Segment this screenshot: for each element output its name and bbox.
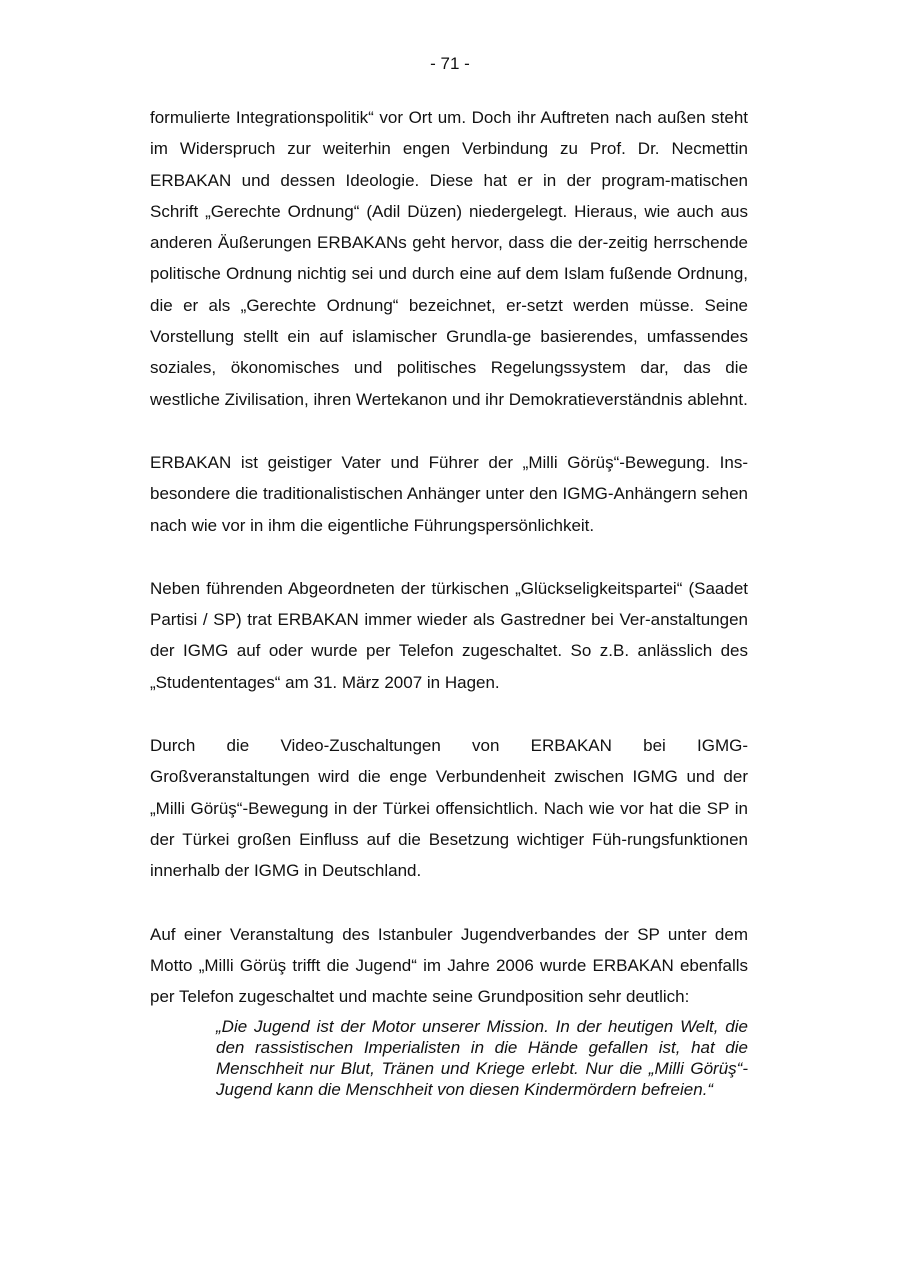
- paragraph-youth-event: Auf einer Veranstaltung des Istanbuler Jugendverbandes der SP unter dem Motto „Milli Görüş trifft die Jugend“ im Jahre 2006 wurde ERBAKAN ebenfalls per Telefon zugeschaltet und machte seine Grundposition sehr deutlich:: [150, 924, 748, 1007]
- paragraph-video-connections: Durch die Video-Zuschaltungen von ERBAKAN bei IGMG-Großveranstaltungen wird die enge Verbundenheit zwischen IGMG und der „Milli Görüş“-Bewegung in der Türkei offensichtlich. Nach wie vor hat die SP in der Türkei großen Einfluss auf die Besetzung wichtiger Füh-rungsfunktionen innerhalb der IGMG in Deutschland.: [150, 736, 748, 881]
- paragraph-integration-policy: formulierte Integrationspolitik“ vor Ort um. Doch ihr Auftreten nach außen steht im Widerspruch zur weiterhin engen Verbindung zu Prof. Dr. Necmettin ERBAKAN und dessen Ideologie. Diese hat er in der program-matischen Schrift „Gerechte Ordnung“ (Adil Düzen) niedergelegt. Hieraus, wie auch aus anderen Äußerungen ERBAKANs geht hervor, dass die der-zeitig herrschende politische Ordnung nichtig sei und durch eine auf dem Islam fußende Ordnung, die er als „Gerechte Ordnung“ bezeichnet, er-setzt werden müsse. Seine Vorstellung stellt ein auf islamischer Grundla-ge basierendes, umfassendes soziales, ökonomisches und politisches Regelungssystem dar, das die westliche Zivilisation, ihren Wertekanon und ihr Demokratieverständnis ablehnt.: [150, 108, 748, 409]
- block-quote: „Die Jugend ist der Motor unserer Mission. In der heutigen Welt, die den rassistischen Imperialisten in die Hände gefallen ist, hat die Menschheit nur Blut, Tränen und Kriege erlebt. Nur die „Milli Görüş“-Jugend kann die Menschheit von diesen Kindermördern befreien.“: [216, 1017, 748, 1100]
- page-number: - 71 -: [430, 54, 470, 73]
- paragraph-erbakan-leader: ERBAKAN ist geistiger Vater und Führer der „Milli Görüş“-Bewegung. Ins-besondere die traditionalistischen Anhänger unter den IGMG-Anhängern sehen nach wie vor in ihm die eigentliche Führungspersönlichkeit.: [150, 452, 748, 535]
- paragraph-guest-speaker: Neben führenden Abgeordneten der türkischen „Glückseligkeitspartei“ (Saadet Partisi / SP) trat ERBAKAN immer wieder als Gastredner bei Ver-anstaltungen der IGMG auf oder wurde per Telefon zugeschaltet. So z.B. anlässlich des „Studententages“ am 31. März 2007 in Hagen.: [150, 578, 748, 692]
- document-body: [150, 102, 748, 1100]
